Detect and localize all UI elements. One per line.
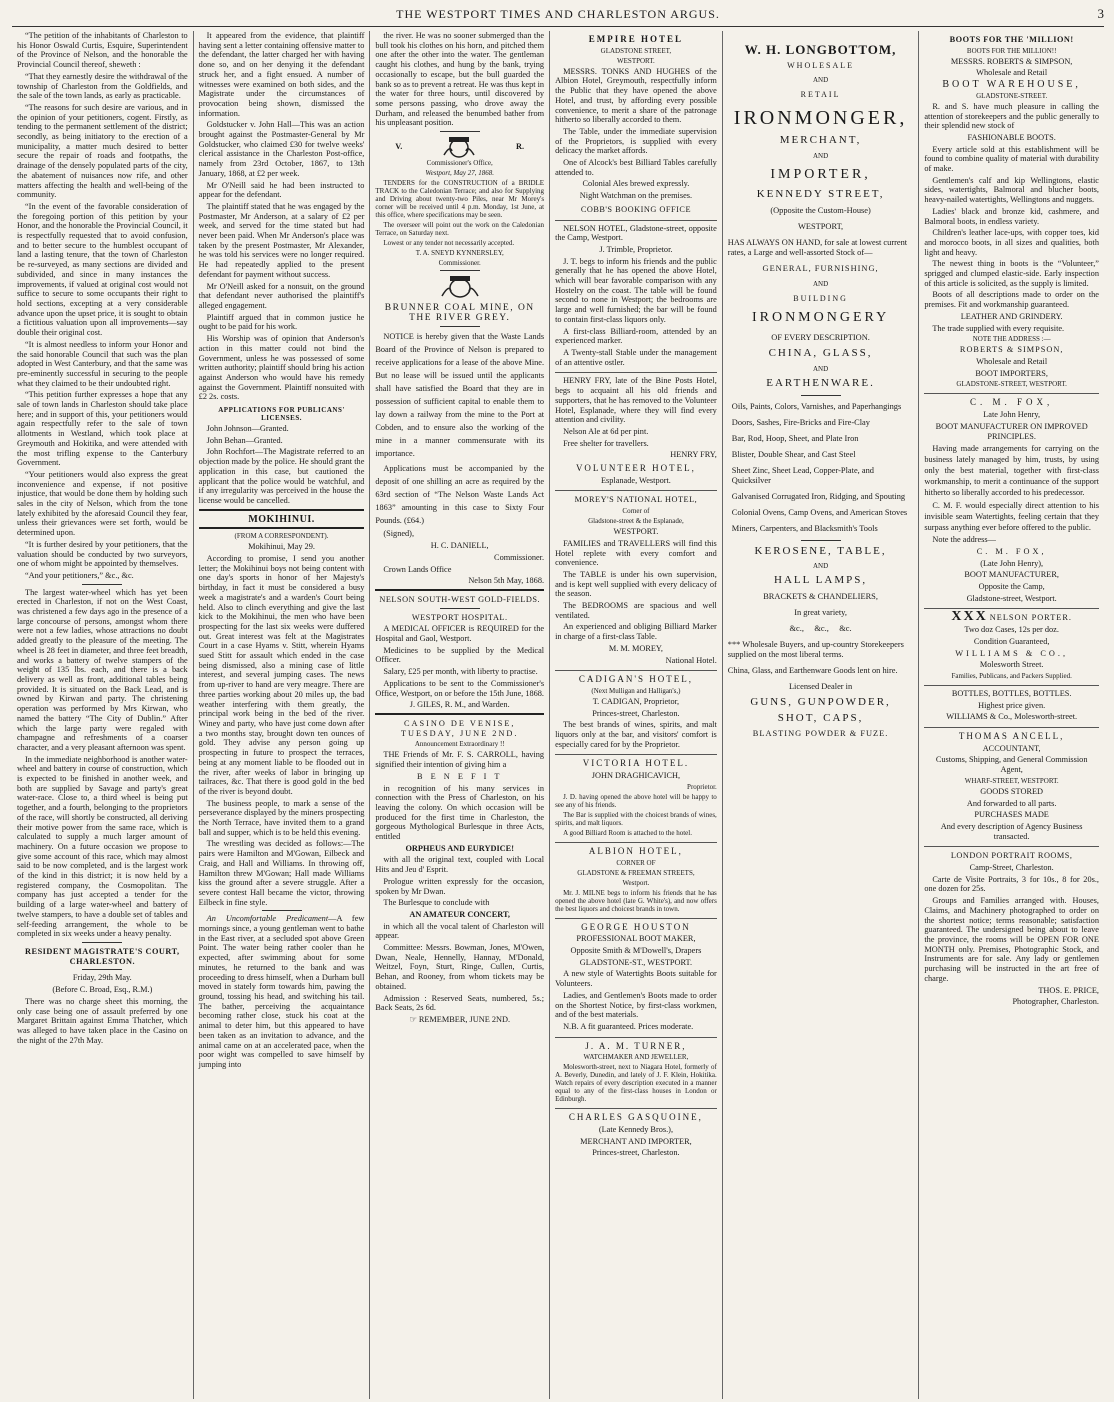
empire-hotel-ad (555, 35, 717, 221)
victoria-hotel-ad (555, 759, 717, 842)
hospital-notice: Salary, £25 per month, with liberty to practise. (383, 667, 538, 677)
ad-heading: BOTTLES, BOTTLES, BOTTLES. (951, 688, 1072, 698)
court-case: Plaintiff argued that in common justice he ought to be paid for his work. (198, 312, 365, 332)
ad-text: Every article sold at this establishment will be found to combine quality of material with durability of make. (924, 144, 1099, 174)
newspaper-title: THE WESTPORT TIMES AND CHARLESTON ARGUS. (396, 7, 720, 21)
ad-trade: ACCOUNTANT, (982, 743, 1041, 753)
goods-item: Bar, Rod, Hoop, Sheet, and Plate Iron (731, 433, 859, 443)
coal-date: Nelson 5th May, 1868. (468, 576, 545, 586)
ad-heading: ROBERTS & SIMPSON, (959, 345, 1064, 355)
divider (801, 395, 841, 396)
ad-address: WHARF-STREET, WESTPORT. (964, 776, 1059, 785)
ad-trade: WATCHMAKER AND JEWELLER, (583, 1053, 689, 1062)
ad-heading: GEORGE HOUSTON (581, 921, 691, 932)
coal-notice: NOTICE is hereby given that the Waste Lands Board of the Province of Nelson is prepared to receive applications for a lease of the above Mine. But no lease will be issued until the applicants shall have satisfied the Board that they are in possession of sufficient capital to enable them to lay down a railway from the mine to the Port at Cobden, and to ensure also the working of the mine in a manner commensurate with its importance. (375, 332, 545, 459)
casino-burlesque-title: ORPHEUS AND EURYDICE! (405, 843, 514, 853)
ad-line: Licensed Dealer in (788, 682, 853, 692)
ad-text: And every description of Agency Business transacted. (940, 821, 1083, 841)
ad-text: One of Alcock's best Billiard Tables carefully attended to. (555, 158, 717, 177)
divider (262, 910, 302, 911)
ad-text: Condition Guaranteed, (973, 636, 1050, 646)
divider (375, 589, 544, 591)
ad-text: Ladies, and Gentlemen's Boots made to order on the Shortest Notice, by first-class workmen, and of the best materials. (555, 990, 717, 1020)
fox-boot-ad (924, 398, 1099, 609)
ad-text: Colonial Ales brewed expressly. (582, 179, 690, 189)
ad-text: The newest thing in boots is the “Volunteer,” sprigged and clumped elastic-side. Early inspection of this article is solicited, as the supply is limited. (924, 259, 1099, 288)
hospital-heading: WESTPORT HOSPITAL. (411, 612, 508, 622)
ad-heading: WILLIAMS & CO., (955, 648, 1069, 658)
roberts-simpson-ad (924, 35, 1099, 394)
goods-item: Miners, Carpenters, and Blacksmith's Tools (731, 523, 878, 533)
coal-signature: H. C. DANIELL, (430, 541, 489, 551)
ad-line: BLASTING POWDER & FUZE. (752, 729, 889, 739)
cadigans-hotel-ad (555, 675, 717, 755)
ad-text: R. and S. have much pleasure in calling the attention of storekeepers and the public generally to their splendid new stock of (924, 101, 1099, 131)
coal-mine-heading: BRUNNER COAL MINE, ON THE RIVER GREY. (384, 303, 535, 323)
ad-heading: BOOT WAREHOUSE, (942, 79, 1081, 91)
ad-heading: CADIGAN'S HOTEL, (578, 674, 693, 685)
petition-para: “The reasons for such desire are various, and in the opinion of your petitioners, cogent. Firstly, as tending to the permanent settlement of the district; secondly, as being initiatory to the erection of a municipality, a matter much desired to better secure the repair of roads and footpaths, the drainage of the densely populated parts of the city, the abatement of nuisances now rife, and other matters affecting the health and well-being of the community. (17, 102, 188, 200)
goods-item: Oils, Paints, Colors, Varnishes, and Paperhangings (731, 401, 902, 411)
ad-address: GLADSTONE-ST., WESTPORT. (579, 957, 693, 967)
petition-para: “This petition further expresses a hope that any sale of town lands in Charleston should take place here; and in support of this, your petitioners would again respectfully refer to the sale of town allotments in Westland, which took place at Greymouth and Hokitika, and were attended with the most trifling expense to the Canterbury Government. (17, 390, 188, 468)
divider (82, 942, 122, 943)
ad-heading: GOODS STORED (980, 786, 1044, 796)
ad-address: GLADSTONE-STREET. (976, 91, 1048, 100)
ad-text: The Bar is supplied with the choicest brands of wines, spirits, and malt liquors. (555, 810, 717, 827)
ad-address: CORNER OF (616, 858, 656, 867)
ad-and: AND (812, 279, 829, 288)
ad-text: (Late Kennedy Bros.), (598, 1125, 674, 1135)
ad-text: Late John Henry, (983, 410, 1041, 420)
ad-signature: HENRY FRY, (670, 450, 717, 460)
ad-text: Ladies' black and bronze kid, cashmere, and Balmoral boots, in endless variety. (924, 206, 1099, 226)
ad-trade: PROFESSIONAL BOOT MAKER, (576, 934, 696, 944)
divider (82, 969, 122, 970)
ad-address: GLADSTONE & FREEMAN STREETS, (577, 868, 695, 877)
goods-list (728, 402, 914, 534)
petition-para: “That they earnestly desire the withdrawal of the township of Charleston from the Goldfields, and the sale of the town lands, as early as practicable. (17, 71, 188, 101)
license-entry: John Johnson—Granted. (206, 424, 289, 434)
ad-text: A first-class Billiard-room, attended by an experienced marker. (555, 326, 717, 346)
ad-line: BUILDING (793, 293, 848, 303)
hospital-signature: J. GILES, R. M., and Warden. (409, 700, 510, 710)
cobb-booking-office: COBB'S BOOKING OFFICE (580, 204, 692, 214)
casino-remember: ☞ REMEMBER, JUNE 2ND. (409, 1014, 511, 1024)
ad-line: HALL LAMPS, (774, 574, 868, 587)
divider (440, 326, 480, 327)
ad-line: SHOT, CAPS, (777, 711, 864, 724)
goods-item: Colonial Ovens, Camp Ovens, and American Stoves (731, 507, 908, 517)
tender-body: TENDERS for the CONSTRUCTION of a BRIDLE TRACK to the Caledonian Terrace; and also for Supplying and Driving about twenty-two Piles, near Mr Morey's corner will be received until 4 p.m. Monday, 1st June, at this office, where specifications may be seen. (375, 179, 545, 220)
predicament-heading: An Uncomfortable Predicament (206, 914, 329, 924)
ad-text: China, Glass, and Earthenware Goods lent on hire. (727, 666, 898, 676)
ad-proprietor: JOHN DRAGHICAVICH, (591, 771, 681, 781)
column-1 (12, 31, 194, 1399)
goods-item: Doors, Sashes, Fire-Bricks and Fire-Clay (731, 417, 870, 427)
tender-date: Westport, May 27, 1868. (425, 169, 494, 178)
court-case: Mr O'Neill said he had been instructed to appear for the defendant. (198, 180, 365, 200)
casino-text: THE Friends of Mr. F. S. CARROLL, having signified their intention of giving him a (375, 750, 545, 770)
ad-ironmonger: IRONMONGER, (733, 107, 908, 130)
license-entry: John Rochfort—The Magistrate referred to an objection made by the police. He should grant the application in this case, but cautioned the applicant that the police would be watchful, and if any irregularity was perceived in the house the license would be cancelled. (198, 447, 365, 505)
ad-heading: NELSON PORTER. (989, 613, 1072, 623)
ad-text: The TABLE is under his own supervision, and is kept well supplied with every delicacy of the season. (555, 569, 717, 599)
royal-crest-icon (442, 135, 476, 159)
london-portrait-rooms-ad (924, 851, 1099, 1007)
ad-text: Mr. J. MILNE begs to inform his friends that he has opened the above hotel (late G. White's), and now offers the best liquors and choicest brands in town. (555, 888, 717, 913)
ad-text: Proprietor. (687, 782, 717, 791)
ad-trade: MERCHANT AND IMPORTER, (580, 1136, 692, 1146)
ad-address: Gladstone-street & the Esplanade, (588, 517, 684, 526)
ad-town: Westport. (622, 878, 650, 887)
petition-para: “Your petitioners would also express the great inconvenience and expense, if not positive injustice, that would be done them by holding such sales in the city of Nelson, which from the tone lately exhibited by the aforesaid Council they fear, unless their grievances were set forth, would be determined upon. (17, 469, 188, 538)
ad-text: Children's leather lace-ups, with copper toes, kid and morocco boots, in all sizes and qualities, both light and heavy. (924, 228, 1099, 257)
ad-text: Highest price given. (978, 700, 1046, 710)
casino-concert: AN AMATEUR CONCERT, (409, 909, 511, 919)
porter-heading-row (924, 609, 1099, 625)
ad-text: Having made arrangements for carrying on the business lately managed by him, trusts, by using only the best material, together with first-class workmanship, to merit a continuance of the support hitherto so liberally accorded to his predecessor. (924, 444, 1099, 498)
ad-text: C. M. F. would especially direct attention to his invisible seam Watertights, feeling certain that they surpass anything ever before offered to the public. (924, 501, 1099, 533)
ad-heading: ALBION HOTEL, (588, 845, 683, 856)
tender-text: Lowest or any tender not necessarily accepted. (383, 239, 515, 248)
ad-text: Boots of all descriptions made to order on the premises. Fit and workmanship guaranteed. (924, 290, 1099, 310)
ad-and: AND (812, 151, 829, 160)
column-6 (919, 31, 1104, 1399)
nelson-porter-ad (924, 609, 1099, 686)
page-number: 3 (1097, 6, 1104, 21)
moreys-hotel-ad (555, 495, 717, 671)
royal-crest-icon (440, 274, 480, 300)
ad-heading: MOREY'S NATIONAL HOTEL, (574, 495, 698, 505)
ad-text: MESSRS. TONKS AND HUGHES of the Albion Hotel, Greymouth, respectfully inform the Public that they have opened the above Hotel, and trust, by affording every possible convenience, to merit a share of the patronage hitherto so liberally accorded to them. (555, 66, 717, 125)
court-case: Mr O'Neill asked for a nonsuit, on the ground that defendant never authorised the plaintiff's alleged engagement. (198, 281, 365, 310)
casino-text: Prologue written expressly for the occasion, spoken by Mr Dwan. (375, 876, 545, 896)
tender-text: The overseer will point out the work on the Caledonian Terrace, on Saturday next. (375, 221, 545, 238)
royal-crest-row (375, 135, 544, 159)
ad-heading: PURCHASES MADE (974, 810, 1049, 820)
ad-text: BOOT MANUFACTURER, (964, 570, 1059, 580)
nelson-hotel-ad (555, 224, 717, 374)
court-case: Goldstucker v. John Hall—This was an action brought against the Postmaster-General by Mr Goldstucker, who claimed £30 for twelve weeks' clerical assistance in the Charleston Post-office, namely from 23rd October, 1867, to 13th January, 1868, at £2 per week. (198, 120, 365, 178)
ad-heading: VOLUNTEER HOTEL, (575, 463, 696, 474)
ad-text: Gentlemen's calf and kip Wellingtons, elastic sides, watertights, Balmoral and blucher boots, heavy-nailed watertights, Wellingtons and nuggets. (924, 175, 1099, 205)
mokihinui-article: The wrestling was decided as follows:—The pairs were Hamilton and M'Gowan, Eilbeck and Craig, and Hall and Williams. In throwing off, Hamilton threw M'Gowan; Hall made Williams kiss the ground after a severe struggle. After a severe contest Hall became the victor, throwing Eilbeck in fine style. (198, 839, 365, 907)
ad-text: A good Billiard Room is attached to the hotel. (563, 828, 692, 837)
ad-line: MERCHANT, (779, 134, 862, 147)
ancell-ad (924, 732, 1099, 847)
ad-address: GLADSTONE STREET, (600, 46, 672, 55)
goods-item: Galvanised Corrugated Iron, Ridging, and Spouting (731, 491, 906, 501)
tender-signature: T. A. SNEYD KYNNERSLEY, (415, 249, 504, 258)
casino-heading: CASINO DE VENISE, TUESDAY, JUNE 2ND. (400, 718, 519, 738)
casino-text: The Burlesque to conclude with (383, 898, 490, 908)
ad-text: An experienced and obliging Billiard Marker in charge of a first-class Table. (555, 622, 717, 642)
ad-text: NOTE THE ADDRESS :— (972, 335, 1051, 344)
ad-heading: FASHIONABLE BOOTS. (967, 132, 1056, 142)
column-3 (370, 31, 550, 1399)
xxx-mark: XXX (951, 609, 988, 625)
ad-text: WILLIAMS & Co., Molesworth-street. (946, 712, 1078, 722)
casino-text: in recognition of his many services in connection with the Press of Charleston, on his leaving the colony. On which occasion will be produced for the first time in Charleston, the gorgeous Mythological Burlesque in three Acts, entitled (375, 783, 545, 842)
licenses-heading: APPLICATIONS FOR PUBLICANS' LICENSES. (218, 406, 345, 423)
column-5-longbottom-ad (723, 31, 920, 1399)
ad-address: GLADSTONE-STREET, WESTPORT. (956, 380, 1067, 389)
ad-text: (Next Mulligan and Halligan's,) (591, 686, 681, 695)
crest-letter-v: V. (395, 142, 403, 152)
ad-line: In great variety, (794, 608, 847, 618)
ad-line: GUNS, GUNPOWDER, (750, 696, 891, 709)
casino-admission: Admission : Reserved Seats, numbered, 5s.; Back Seats, 2s 6d. (375, 993, 545, 1013)
ad-address: Corner of (622, 507, 650, 516)
predicament-text: —A few mornings since, a young gentleman went to bathe in the East river, at a secluded spot above Green Point. The water being rather cooler than he expected, after swimming about for some minutes, he returned to the bank and was proceeding to dress himself, when a Durham bull moved in stately form towards him, pawing the ground, tossing his head, and switching his tail. The bather, perceiving the acquaintance becoming rather close, stuck his coat at the animal to deter him, but this appeared to have been taken as an invitation to advance, and the animal came on at an accelerated pace, when the poor wight was compelled to save himself by jumping into (198, 914, 365, 1069)
ad-signature: National Hotel. (665, 655, 717, 665)
ad-text: Nelson Ale at 6d per pint. (563, 426, 649, 436)
ad-text: HAS ALWAYS ON HAND, for sale at lowest current rates, a Large and well-assorted Stock of— (727, 237, 908, 257)
ad-text: Free shelter for travellers. (563, 438, 649, 448)
ad-address: Opposite the Camp, (978, 582, 1045, 592)
ad-text: The Table, under the immediate supervision of the Proprietors, is supplied with every delicacy the market affords. (555, 126, 717, 156)
ad-subheading: BOOTS FOR THE MILLION!! (966, 46, 1057, 55)
ad-text: HENRY FRY, late of the Bine Posts Hotel, begs to acquaint all his old friends and supporters, that he has removed to the Volunteer Hotel, Esplanade, where they will find every attention and civility. (555, 376, 717, 425)
ad-signature: THOS. E. PRICE, (1038, 985, 1099, 995)
ad-proprietor: J. Trimble, Proprietor. (599, 244, 673, 254)
predicament-continued: the river. He was no sooner submerged than the bull took his clothes on his horn, and pitched them one after the other into the water. The gentleman caught his clothes, and hung by the bank, trying occasionally to escape, but the bull guarded the bank so as to prevent a retreat. He was thus kept in the water for three hours, until discovered by some persons passing, who drove away the Durham, and released the benumbed bather from his unpleasant position. (375, 31, 545, 128)
ad-text: A Twenty-stall Stable under the management of an attentive ostler. (555, 347, 717, 367)
albion-hotel-ad (555, 847, 717, 919)
divider (82, 584, 122, 585)
hospital-notice: A MEDICAL OFFICER is REQUIRED for the Hospital and Gaol, Westport. (375, 624, 545, 644)
ad-text: J. D. having opened the above hotel will be happy to see any of his friends. (555, 792, 717, 809)
columns (12, 31, 1104, 1399)
ad-signature: C. M. FOX, (976, 546, 1047, 556)
ad-address: KENNEDY STREET, (756, 187, 885, 200)
divider (199, 527, 365, 529)
ad-heading: LEATHER AND GRINDERY. (960, 311, 1063, 321)
ad-address: Camp-Street, Charleston. (969, 863, 1054, 873)
column-4 (550, 31, 723, 1399)
coal-office: Crown Lands Office (383, 564, 452, 574)
goods-item: Blister, Double Shear, and Cast Steel (731, 449, 856, 459)
petition-para: “It is almost needless to inform your Honor and the said honorable Council that such was the plan adopted in West Canterbury, and that the same was pre-eminently successful in securing to the people what they claimed to be their undoubted right. (17, 339, 188, 388)
gasquoine-ad (555, 1113, 717, 1158)
casino-text: in which all the vocal talent of Charleston will appear. (375, 921, 545, 941)
ad-text: The BEDROOMS are spacious and well ventilated. (555, 601, 717, 620)
petition-para: “The petition of the inhabitants of Charleston to his Honor Oswald Curtis, Esquire, Superintendent of the Province of Nelson, and the honorable the Provincial Council thereof, sheweth : (17, 31, 188, 70)
ad-and: AND (812, 76, 829, 85)
ad-address: Esplanade, Westport. (600, 475, 671, 485)
ad-heading: CHARLES GASQUOINE, (568, 1112, 703, 1123)
coal-notice: Applications must be accompanied by the deposit of one shilling an acre as required by the 63rd section of “The Nelson Waste Lands Act 1863” amounting in this case to Sixty Four Pounds. (£64.) (375, 464, 545, 526)
ad-heading: BOOTS FOR THE 'MILLION! (949, 35, 1074, 44)
ad-text: FAMILIES and TRAVELLERS will find this Hotel replete with every comfort and convenience. (555, 538, 717, 568)
ad-address: Opposite Smith & M'Dowell's, Drapers (570, 946, 702, 955)
ad-text: *** Wholesale Buyers, and up-country Storekeepers supplied on the most liberal terms. (727, 640, 904, 660)
coal-title: Commissioner. (494, 552, 545, 562)
merchant-name: W. H. LONGBOTTOM, (744, 42, 897, 57)
ad-address: Princes-street, Charleston. (592, 1148, 680, 1158)
dateline: Mokihinui, May 29. (248, 542, 315, 552)
court-case: The plaintiff stated that he was engaged by the Postmaster, Mr Anderson, at a salary of £2 per week, and served for the time stated but had never been paid. When Mr Anderson's place was taken by the present Postmaster, Mr Alexander, he was told his services were no longer required. He had repeatedly applied to the present defendant for payment without success. (198, 201, 365, 279)
court-report: It appeared from the evidence, that plaintiff having sent a letter containing offensive matter to the defendant, the latter charged her with having done so, and on her denying it the defendant struck her, and a fight ensued. A number of witnesses were examined on both sides, and the Magistrate under the circumstances of provocation being shown, dismissed the information. (198, 31, 365, 118)
ad-text: Two doz Cases, 12s per doz. (964, 625, 1059, 635)
ad-text: Groups and Families arranged with. Houses, Claims, and Machinery photographed to order on the shortest notice; terms reasonable; satisfaction guaranteed. The undersigned being about to leave the province, the rooms will be OPEN FOR ONE MONTH only. Premises, Photographic Stock, and Instruments are for sale. Any lady or gentlemen purchasing will be instructed in the art free of charge. (924, 896, 1099, 983)
waterwheel-article: In the immediate neighborhood is another water-wheel and battery in course of construction, which is expected to be finished in another week, and both are supplied by Savage and party's great water-race. Close to, a third wheel is being put together, and a fourth, belonging to the proprietors of the race, will shortly be constructed, all deriving their motive power from the same race, which is calculated to supply a much larger amount of machinery. On a future occasion we propose to give some account of this race, which may almost said to be now completed, and is the largest work of the kind in this district; it is now held by a registered company, the Cosmopolitan. The company has just accepted a tender for the building of a large water-wheel and battery of twelve stampers, to have a double set of tables and self-feeding arrangement, the whole to be completed in six weeks under a heavy penalty. (17, 754, 188, 939)
divider (199, 509, 365, 511)
ad-text: Night Watchman on the premises. (579, 191, 693, 201)
ad-address: Molesworth Street. (979, 660, 1044, 670)
ad-line: &c., &c., &c. (789, 624, 852, 634)
ad-text: Wholesale and Retail (976, 356, 1048, 366)
casino-text: with all the original text, coupled with Local Hits and Jeu d' Esprit. (375, 855, 545, 875)
predicament-article (199, 914, 365, 1069)
turner-watchmaker-ad (555, 1042, 717, 1110)
ad-text: NELSON HOTEL, Gladstone-street, opposite the Camp, Westport. (555, 223, 717, 243)
ad-signature: Photographer, Charleston. (1012, 997, 1099, 1007)
ad-proprietor: T. CADIGAN, Proprietor, (592, 696, 680, 706)
ad-text: Wholesale and Retail (976, 68, 1048, 78)
masthead (12, 6, 1104, 27)
ad-line: BRACKETS & CHANDELIERS, (763, 592, 878, 602)
ad-line: CHINA, GLASS, (768, 347, 873, 360)
ad-heading: EMPIRE HOTEL (588, 34, 684, 44)
goods-item: Sheet Zinc, Sheet Lead, Copper-Plate, and Quicksilver (731, 465, 874, 485)
ad-text: The trade supplied with every requisite. (932, 323, 1065, 333)
ad-text: And forwarded to all parts. (966, 798, 1057, 808)
hospital-notice: Applications to be sent to the Commissioner's Office, Westport, on or before the 15th June, 1868. (375, 678, 545, 698)
ad-text: The best brands of wines, spirits, and malt liquors only at the bar, and visitors' comfort is especially cared for by the Proprietor. (555, 720, 717, 749)
coal-signed: (Signed), (383, 529, 415, 539)
ad-line: IMPORTER, (770, 166, 871, 182)
ad-text: J. T. begs to inform his friends and the public generally that he has opened the above Hotel, which will bear favorable comparison with any Hostelry on the coast. The table will be found second to none in Westport; the bedrooms are large and well furnished; the bar will be found to contain first-class liquors only. (555, 256, 717, 324)
correspondent-note: (FROM A CORRESPONDENT). (234, 532, 329, 541)
ad-town: WESTPORT, (797, 221, 844, 231)
ad-text: Molesworth-street, next to Niagara Hotel, formerly of A. Beverly, Dunedin, and lately of J. F. Klein, Hokitika. Watch repairs of every description executed in a manner equal to any of the first-class houses in London or Edinburgh. (555, 1063, 717, 1104)
ad-signature: M. M. MOREY, (608, 643, 663, 653)
casino-benefit: B E N E F I T (417, 771, 503, 781)
ad-line: GENERAL, FURNISHING, (762, 263, 879, 273)
divider (440, 131, 480, 132)
tender-office: Commissioner's Office, (426, 159, 493, 168)
bottles-ad (924, 689, 1099, 728)
hospital-notice: Medicines to be supplied by the Medical Officer. (375, 645, 545, 665)
court-case: His Worship was of opinion that Anderson's action in this matter could not bind the Government, unless he was possessed of some written authority; plaintiff should bring his action against Anderson who would have his remedy against the Government. Plaintiff nonsuited with £2 2s. costs. (198, 334, 365, 402)
ad-text: MESSRS. ROBERTS & SIMPSON, (950, 56, 1073, 66)
crest-letter-r: R. (516, 142, 525, 152)
court-report: There was no charge sheet this morning, the only case being one of assault preferred by one Margaret Brittain against Emma Thatcher, which was alleged to have taken place in the Casino on the night of the 27th May. (17, 996, 188, 1045)
column-2 (194, 31, 371, 1399)
ad-and: AND (812, 364, 829, 373)
ad-line: WHOLESALE (787, 60, 855, 70)
petition-para: “It is further desired by your petitioners, that the valuation should be conducted by two surveyors, one of whom might be appointed by themselves. (17, 539, 188, 569)
divider (801, 540, 841, 541)
ad-heading: LONDON PORTRAIT ROOMS, (950, 851, 1073, 861)
tender-title: Commissioner. (438, 259, 481, 268)
goldfields-heading: NELSON SOUTH-WEST GOLD-FIELDS. (379, 594, 541, 604)
ad-address: Gladstone-street, Westport. (966, 593, 1057, 603)
divider (440, 270, 480, 271)
petition-para: “In the event of the favorable consideration of the foregoing portion of this petition by your Honor, and the honorable the Provincial Council, it is respectfully requested that to avoid confusion, and to better secure to the humblest occupant of land a lasting tenure, that the town of Charleston be re-surveyed, as many sections are divided and subdivided, and since in many instances the improvements, if valued at original cost would not suffice to secure to some occupants their right to hold sections, excepting at a very considerable advance upon the upset price, it is sought to obtain a fictitious valuation upon all improvements—say double their original cost. (17, 201, 188, 338)
ad-line: EARTHENWARE. (766, 376, 875, 389)
ad-text: (Late John Henry), (980, 558, 1044, 568)
ad-text: Customs, Shipping, and General Commission Agent, (935, 755, 1088, 775)
ad-text: A new style of Watertights Boots suitable for Volunteers. (555, 969, 717, 989)
ad-heading: C. M. FOX, (970, 397, 1054, 408)
ad-address: (Opposite the Custom-House) (770, 205, 871, 215)
divider (440, 608, 480, 609)
ad-text: N.B. A fit guaranteed. Prices moderate. (563, 1021, 694, 1031)
ad-text: Families, Publicans, and Packers Supplied. (951, 671, 1072, 680)
ad-line: KEROSENE, TABLE, (754, 544, 887, 557)
ad-town: WESTPORT. (613, 527, 659, 537)
volunteer-hotel-ad (555, 376, 717, 491)
ad-line: OF EVERY DESCRIPTION. (771, 333, 870, 343)
court-heading: RESIDENT MAGISTRATE'S COURT, CHARLESTON. (25, 946, 180, 966)
houston-boot-ad (555, 923, 717, 1038)
ad-heading: J. A. M. TURNER, (585, 1040, 687, 1051)
mokihinui-article: According to promise, I send you another letter; the Mokihinui boys not being content with one day's sports in honor of her Majesty's birthday, in fact it must be considered a busy week a magistrate's and a warden's Court being held. Also to clinch everything and give the last kick to the Mokihinui, the men who have been prospecting for the last six weeks were duffered out. Great interest was felt at the Magistrates Court in a case Hyams v. Stitt, wherein Hyams sued Stitt for assault which ended in the case being dismissed, also a mining case of little interest, and several jumping cases. The news from up-river to hand are very meagre. There are three parties working about 20 miles up, the bad weather interfering with them greatly, the principal work being in the bed of the river. Winey and party, who have just come down after a two months stay, brought down ten ounces of gold. They advise any person going up prospecting in future to prospect the terraces, being at any moment liable to be flooded out in the river, after weeks of labor in bringing up tailraces, &c. That there is good gold in the bed of the river is beyond doubt. (198, 554, 365, 796)
mokihinui-heading: MOKIHINUI. (248, 513, 315, 525)
ad-town: WESTPORT. (617, 56, 655, 65)
ad-line: IRONMONGERY (751, 310, 890, 326)
court-bench: (Before C. Broad, Esq., R.M.) (52, 985, 153, 995)
petition-para: “And your petitioners,” &c., &c. (25, 570, 134, 580)
license-entry: John Behan—Granted. (206, 435, 283, 445)
ad-address: Princes-street, Charleston. (592, 708, 680, 718)
ad-text: Note the address— (932, 535, 996, 545)
ad-heading: THOMAS ANCELL, (958, 731, 1065, 742)
ad-text: Carte de Visite Portraits, 3 for 10s., 8 for 20s., one dozen for 25s. (924, 874, 1099, 894)
divider (375, 713, 544, 715)
mokihinui-article: The business people, to mark a sense of the perseverance displayed by the miners prospecting the North Terrace, have invited them to a grand ball and supper, which is to be held this evening. (198, 798, 365, 837)
court-date: Friday, 29th May. (72, 973, 132, 983)
ad-text: BOOT IMPORTERS, (975, 368, 1048, 378)
casino-committee: Committee: Messrs. Bowman, Jones, M'Owen, Dwan, Neale, Hennelly, Hannay, M'Donald, Weitzel, Foyn, Sturt, Ringe, Cullen, Curtis, Behan, and Rooney, from whom tickets may be obtained. (375, 943, 545, 991)
waterwheel-article: The largest water-wheel which has yet been erected in Charleston, if not on the West Coast, was christened a few days ago in the presence of a large concourse of persons, amongst whom there were not a few ladies, whose attractions no doubt added greatly to the pleasure of the meeting. The wheel is 28 feet in diameter, and three feet breadth, and works a battery of twelve stampers of the weight of 135 lbs. each, and there is a back delivery as well as front, additional tables being provided. It is situated on the Back Lead, and is owned by Kirwan and party. The christening operation was performed by Mrs Kirwan, who named the battery “The City of Dublin.” After which the large party were regaled with champagne and refreshments of a coarser character, and a very pleasant afternoon was spent. (17, 587, 188, 752)
ad-heading: BOOT MANUFACTURER ON IMPROVED PRINCIPLES. (935, 421, 1088, 441)
ad-and: AND (812, 562, 829, 571)
ad-heading: VICTORIA HOTEL. (582, 758, 690, 769)
casino-announcement: Announcement Extraordinary !! (414, 740, 505, 749)
ad-line: RETAIL (800, 90, 841, 100)
